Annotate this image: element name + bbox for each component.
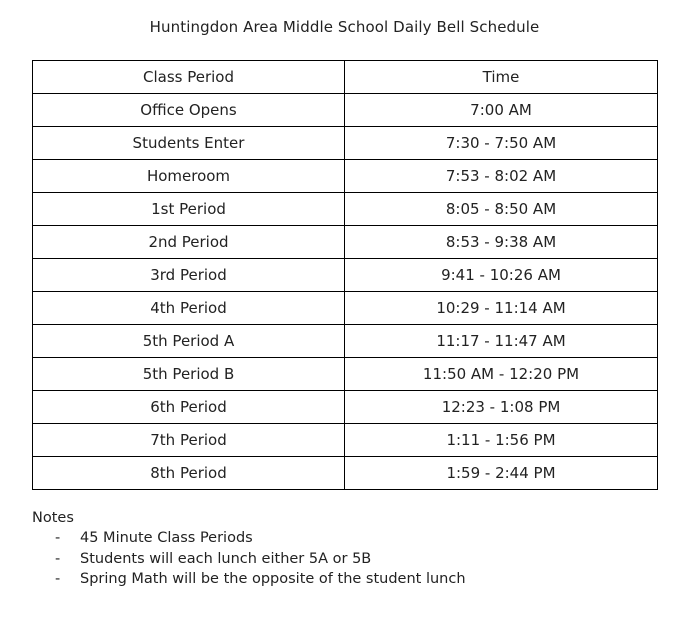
time-cell: 12:23 - 1:08 PM — [345, 391, 658, 424]
page-title: Huntingdon Area Middle School Daily Bell Schedule — [149, 18, 540, 36]
table-row — [33, 127, 658, 160]
class-period-cell: 2nd Period — [33, 226, 345, 259]
class-period-cell: 5th Period A — [33, 325, 345, 358]
notes-title: Notes — [32, 510, 74, 526]
time-cell: 1:11 - 1:56 PM — [345, 424, 658, 457]
list-bullet: - — [55, 530, 61, 546]
table-row — [33, 94, 658, 127]
time-cell: 11:50 AM - 12:20 PM — [345, 358, 658, 391]
class-period-cell: Homeroom — [33, 160, 345, 193]
class-period-cell: 3rd Period — [33, 259, 345, 292]
list-bullet: - — [55, 550, 61, 567]
table-row — [33, 391, 658, 424]
bell-schedule-table — [32, 60, 658, 490]
notes-section — [32, 508, 672, 590]
notes-list — [32, 528, 672, 590]
class-period-cell: 7th Period — [33, 424, 345, 457]
table-row — [33, 457, 658, 490]
column-header-time: Time — [345, 61, 658, 94]
list-item — [32, 528, 672, 549]
time-cell: 9:41 - 10:26 AM — [345, 259, 658, 292]
table-header-row — [33, 61, 658, 94]
table-row — [33, 160, 658, 193]
list-item — [32, 549, 672, 570]
time-cell: 10:29 - 11:14 AM — [345, 292, 658, 325]
time-cell: 7:30 - 7:50 AM — [345, 127, 658, 160]
column-header-class-period: Class Period — [33, 61, 345, 94]
class-period-cell: Office Opens — [33, 94, 345, 127]
time-cell: 11:17 - 11:47 AM — [345, 325, 658, 358]
list-item — [32, 569, 672, 590]
table-row — [33, 358, 658, 391]
class-period-cell: 5th Period B — [33, 358, 345, 391]
time-cell: 7:00 AM — [345, 94, 658, 127]
class-period-cell: 4th Period — [33, 292, 345, 325]
table-row — [33, 193, 658, 226]
table-row — [33, 226, 658, 259]
time-cell: 1:59 - 2:44 PM — [345, 457, 658, 490]
list-bullet: - — [55, 571, 61, 587]
time-cell: 8:53 - 9:38 AM — [345, 226, 658, 259]
table-row — [33, 292, 658, 325]
class-period-cell: 8th Period — [33, 457, 345, 490]
table-row — [33, 259, 658, 292]
table-row — [33, 424, 658, 457]
time-cell: 7:53 - 8:02 AM — [345, 160, 658, 193]
time-cell: 8:05 - 8:50 AM — [345, 193, 658, 226]
note-text: Spring Math will be the opposite of the student lunch — [80, 571, 466, 587]
note-text: 45 Minute Class Periods — [80, 530, 253, 546]
class-period-cell: 1st Period — [33, 193, 345, 226]
class-period-cell: Students Enter — [33, 127, 345, 160]
class-period-cell: 6th Period — [33, 391, 345, 424]
note-text: Students will each lunch either 5A or 5B — [80, 550, 372, 567]
table-row — [33, 325, 658, 358]
